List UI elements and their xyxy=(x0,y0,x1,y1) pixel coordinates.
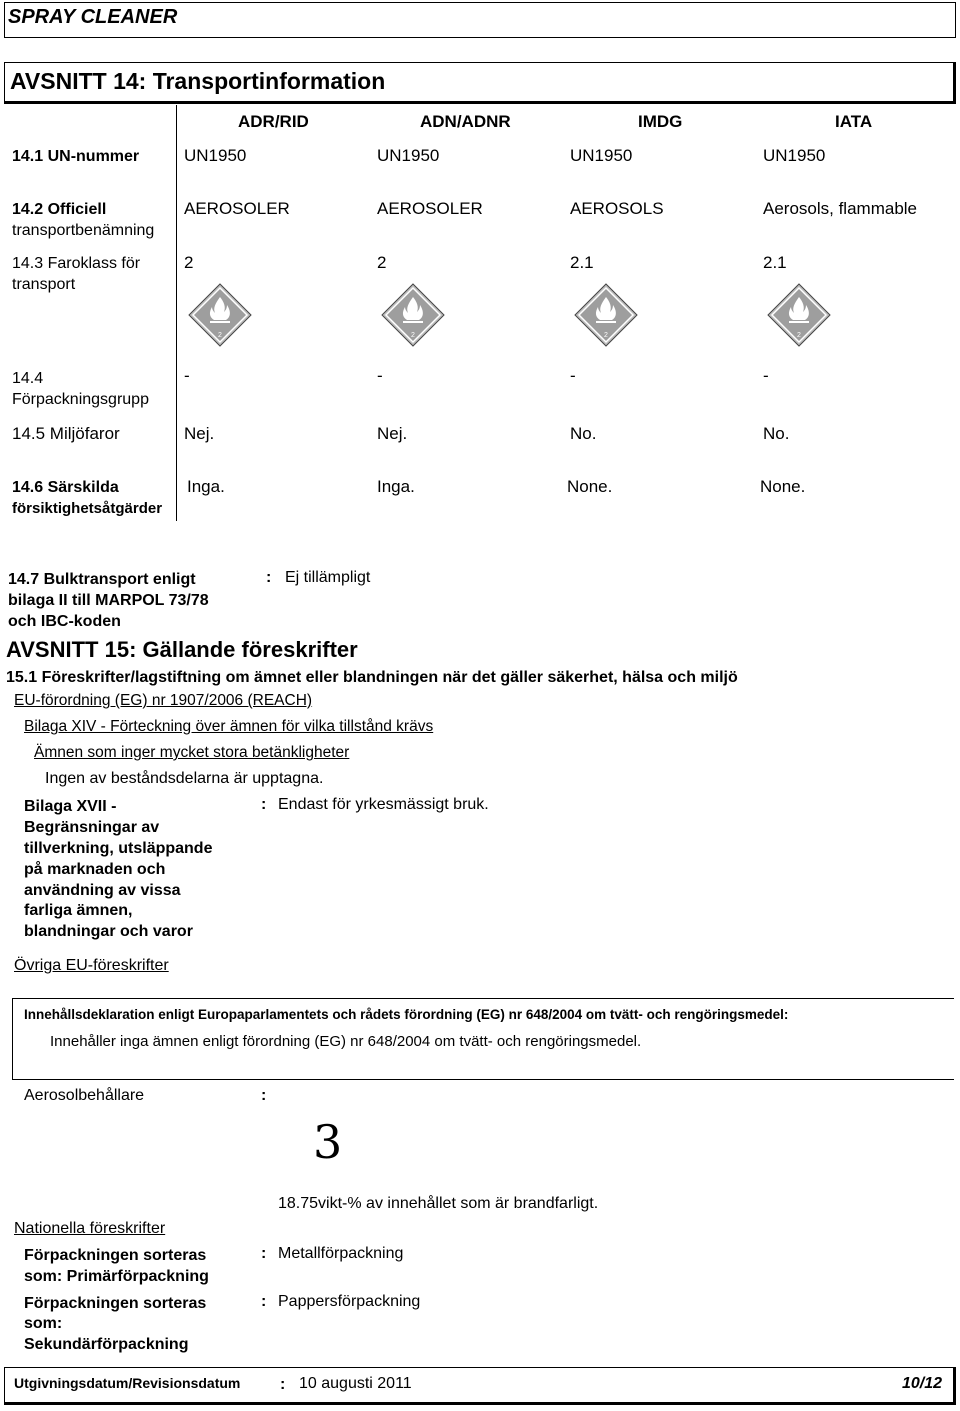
row-label-shipping-name-1: 14.2 Officiell xyxy=(12,201,107,218)
bulk-value: Ej tillämpligt xyxy=(285,569,371,586)
secondary-packaging-label-3: Sekundärförpackning xyxy=(24,1336,189,1353)
hazard-class-imdg: 2.1 xyxy=(570,253,594,272)
column-header-adn: ADN/ADNR xyxy=(420,112,511,131)
eu-regulation-heading: EU-förordning (EG) nr 1907/2006 (REACH) xyxy=(14,692,313,709)
un-number-iata: UN1950 xyxy=(763,146,826,165)
packing-group-iata: - xyxy=(763,366,769,385)
environmental-adr: Nej. xyxy=(184,424,215,443)
aerosol-text: 18.75vikt-% av innehållet som är brandfarligt. xyxy=(278,1195,599,1212)
bulk-label-1: 14.7 Bulktransport enligt xyxy=(8,571,196,588)
primary-packaging-colon: : xyxy=(261,1245,267,1262)
bulk-label-2: bilaga II till MARPOL 73/78 xyxy=(8,592,209,609)
row-label-packing-group-2: Förpackningsgrupp xyxy=(12,391,149,408)
special-precautions-imdg: None. xyxy=(567,477,613,496)
aerosol-label: Aerosolbehållare xyxy=(24,1087,145,1104)
special-precautions-iata: None. xyxy=(760,477,806,496)
shipping-name-imdg: AEROSOLS xyxy=(570,199,664,218)
national-heading: Nationella föreskrifter xyxy=(14,1220,166,1237)
row-label-packing-group-1: 14.4 xyxy=(12,370,44,387)
svg-text:2: 2 xyxy=(411,332,415,339)
flammable-gas-diamond-icon xyxy=(381,283,445,347)
page-number: 10/12 xyxy=(902,1375,943,1392)
hazard-class-iata: 2.1 xyxy=(763,253,787,272)
svg-text:2: 2 xyxy=(604,332,608,339)
environmental-imdg: No. xyxy=(570,424,597,443)
svhc-heading: Ämnen som inger mycket stora betänkligheter xyxy=(34,744,350,761)
annex-17-label-3: tillverkning, utsläppande xyxy=(24,840,213,857)
un-number-adn: UN1950 xyxy=(377,146,440,165)
environmental-adn: Nej. xyxy=(377,424,408,443)
declaration-text: Innehåller inga ämnen enligt förordning (EG) nr 648/2004 om tvätt- och rengöringsmedel. xyxy=(50,1033,642,1050)
footer-date: 10 augusti 2011 xyxy=(299,1375,412,1392)
annex-17-label-5: användning av vissa xyxy=(24,882,181,899)
table-divider xyxy=(176,105,177,521)
secondary-packaging-label-1: Förpackningen sorteras xyxy=(24,1295,207,1312)
annex-17-label-7: blandningar och varor xyxy=(24,923,193,940)
row-label-un-number: 14.1 UN-nummer xyxy=(12,148,140,165)
row-label-hazard-class-1: 14.3 Faroklass för xyxy=(12,255,141,272)
packing-group-adn: - xyxy=(377,366,383,385)
row-label-special-precautions-2: försiktighetsåtgärder xyxy=(12,500,163,517)
secondary-packaging-colon: : xyxy=(261,1293,267,1310)
row-label-hazard-class-2: transport xyxy=(12,276,76,293)
packing-group-imdg: - xyxy=(570,366,576,385)
bulk-colon: : xyxy=(266,569,272,586)
flammable-gas-diamond-icon xyxy=(188,283,252,347)
packing-group-adr: - xyxy=(184,366,190,385)
annex-17-value: Endast för yrkesmässigt bruk. xyxy=(278,796,489,813)
annex-17-label-4: på marknaden och xyxy=(24,861,166,878)
aerosol-colon: : xyxy=(261,1087,267,1104)
un-number-imdg: UN1950 xyxy=(570,146,633,165)
row-label-shipping-name-2: transportbenämning xyxy=(12,222,155,239)
svg-text:2: 2 xyxy=(218,332,222,339)
special-precautions-adr: Inga. xyxy=(187,477,225,496)
shipping-name-adr: AEROSOLER xyxy=(184,199,290,218)
column-header-imdg: IMDG xyxy=(638,112,683,131)
svhc-text: Ingen av beståndsdelarna är upptagna. xyxy=(45,770,324,787)
hazard-class-adr: 2 xyxy=(184,253,194,272)
svg-text:2: 2 xyxy=(797,332,801,339)
flammable-gas-diamond-icon xyxy=(767,283,831,347)
un-number-adr: UN1950 xyxy=(184,146,247,165)
aerosol-symbol: 3 xyxy=(313,1115,343,1169)
document-title: SPRAY CLEANER xyxy=(8,6,178,28)
shipping-name-iata: Aerosols, flammable xyxy=(763,199,918,218)
column-header-iata: IATA xyxy=(835,112,873,131)
declaration-title: Innehållsdeklaration enligt Europaparlamentets och rådets förordning (EG) nr 648/2004 om tvätt- och rengöringsmedel: xyxy=(24,1007,789,1022)
bulk-label-3: och IBC-koden xyxy=(8,613,121,630)
hazard-class-adn: 2 xyxy=(377,253,387,272)
section-14-title: AVSNITT 14: Transportinformation xyxy=(10,68,386,94)
primary-packaging-label-2: som: Primärförpackning xyxy=(24,1268,209,1285)
other-eu-heading: Övriga EU-föreskrifter xyxy=(14,957,169,974)
row-label-special-precautions-1: 14.6 Särskilda xyxy=(12,479,119,496)
primary-packaging-label-1: Förpackningen sorteras xyxy=(24,1247,207,1264)
annex-14-heading: Bilaga XIV - Förteckning över ämnen för vilka tillstånd krävs xyxy=(24,718,434,735)
annex-17-label-1: Bilaga XVII - xyxy=(24,798,117,815)
secondary-packaging-label-2: som: xyxy=(24,1315,63,1332)
footer-label: Utgivningsdatum/Revisionsdatum xyxy=(14,1375,241,1391)
secondary-packaging-value: Pappersförpackning xyxy=(278,1293,421,1310)
special-precautions-adn: Inga. xyxy=(377,477,415,496)
annex-17-colon: : xyxy=(261,796,267,813)
shipping-name-adn: AEROSOLER xyxy=(377,199,483,218)
annex-17-label-2: Begränsningar av xyxy=(24,819,160,836)
column-header-adr: ADR/RID xyxy=(238,112,309,131)
section-15-title: AVSNITT 15: Gällande föreskrifter xyxy=(6,637,358,662)
flammable-gas-diamond-icon xyxy=(574,283,638,347)
annex-17-label-6: farliga ämnen, xyxy=(24,902,133,919)
primary-packaging-value: Metallförpackning xyxy=(278,1245,404,1262)
section-15-subtitle: 15.1 Föreskrifter/lagstiftning om ämnet eller blandningen när det gäller säkerhet, hälsa och miljö xyxy=(6,669,738,686)
footer-colon: : xyxy=(280,1376,286,1393)
row-label-environmental: 14.5 Miljöfaror xyxy=(12,424,120,443)
environmental-iata: No. xyxy=(763,424,790,443)
